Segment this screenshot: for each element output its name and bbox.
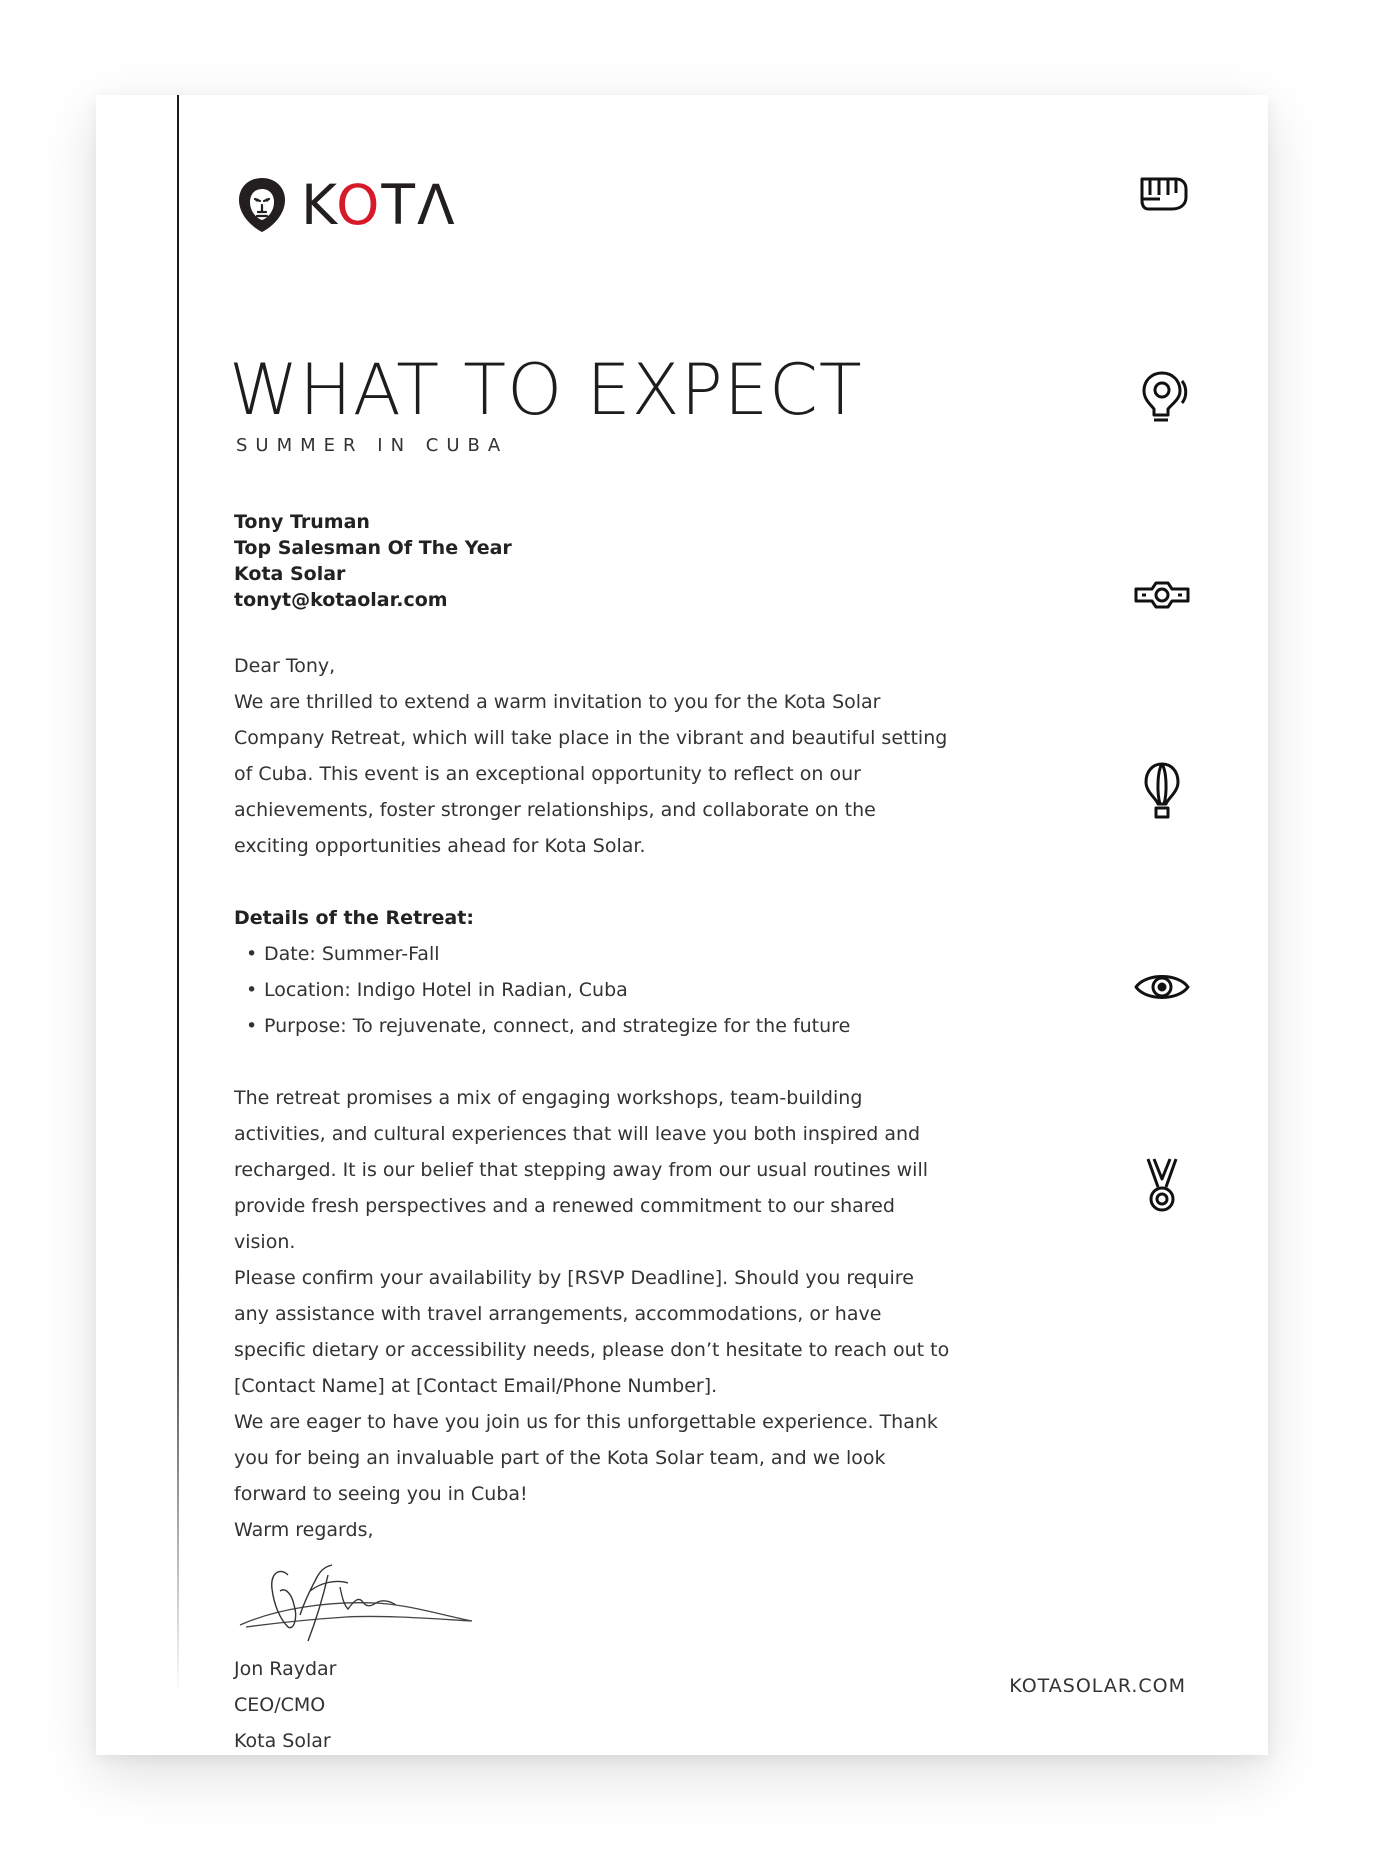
recipient-title: Top Salesman Of The Year xyxy=(234,537,512,559)
details-list xyxy=(234,936,954,1044)
intro-paragraph: We are thrilled to extend a warm invitation to you for the Kota Solar Company Retreat, which will take place in the vibrant and beautiful setting of Cuba. This event is an exceptional opportunity to reflect on our achievements, foster stronger relationships, and collaborate on the exciting opportunities ahead for Kota Solar. xyxy=(234,691,948,857)
paragraph-retreat: The retreat promises a mix of engaging workshops, team-building activities, and cultural experiences that will leave you both inspired and recharged. It is our belief that stepping away from our usual routines will provide fresh perspectives and a renewed commitment to our shared vision. xyxy=(234,1087,929,1253)
page-title: WHAT TO EXPECT xyxy=(229,349,863,431)
hot-air-balloon-icon xyxy=(1132,760,1192,820)
details-heading: Details of the Retreat: xyxy=(234,907,474,929)
closing: Warm regards, xyxy=(234,1519,374,1541)
championship-belt-icon xyxy=(1132,565,1192,625)
list-item: • Date: Summer-Fall xyxy=(246,943,440,965)
kota-logo xyxy=(235,175,457,235)
page-subtitle: SUMMER IN CUBA xyxy=(236,435,509,456)
letter-page xyxy=(96,95,1268,1755)
paragraph-rsvp: Please confirm your availability by [RSVP Deadline]. Should you require any assistance with travel arrangements, accommodations, or have specific dietary or accessibility needs, please don’t hesitate to reach out to [Contact Name] at [Contact Email/Phone Number]. xyxy=(234,1267,950,1397)
signature xyxy=(236,1557,476,1647)
lightbulb-icon xyxy=(1132,367,1192,427)
medal-icon xyxy=(1132,1155,1192,1215)
greeting: Dear Tony, xyxy=(234,655,336,677)
recipient-email: tonyt@kotaolar.com xyxy=(234,589,448,611)
list-item: • Purpose: To rejuvenate, connect, and strategize for the future xyxy=(246,1015,851,1037)
letter-body xyxy=(234,648,954,1548)
signer-title: CEO/CMO xyxy=(234,1694,326,1716)
eye-icon xyxy=(1132,957,1192,1017)
paragraph-thanks: We are eager to have you join us for this unforgettable experience. Thank you for being an invaluable part of the Kota Solar team, and we look forward to seeing you in Cuba! xyxy=(234,1411,938,1505)
recipient-company: Kota Solar xyxy=(234,563,346,585)
signer-company: Kota Solar xyxy=(234,1730,331,1752)
fist-icon xyxy=(1132,165,1192,225)
list-item: • Location: Indigo Hotel in Radian, Cuba xyxy=(246,979,628,1001)
signer-name: Jon Raydar xyxy=(234,1658,337,1680)
recipient-block xyxy=(234,509,512,613)
recipient-name: Tony Truman xyxy=(234,511,370,533)
brand-wordmark: KOTΛ xyxy=(301,173,457,237)
signer-block xyxy=(234,1651,337,1759)
vertical-rule xyxy=(177,95,179,1695)
website-link[interactable]: KOTASOLAR.COM xyxy=(1009,1675,1186,1697)
lion-head-icon xyxy=(235,175,289,235)
